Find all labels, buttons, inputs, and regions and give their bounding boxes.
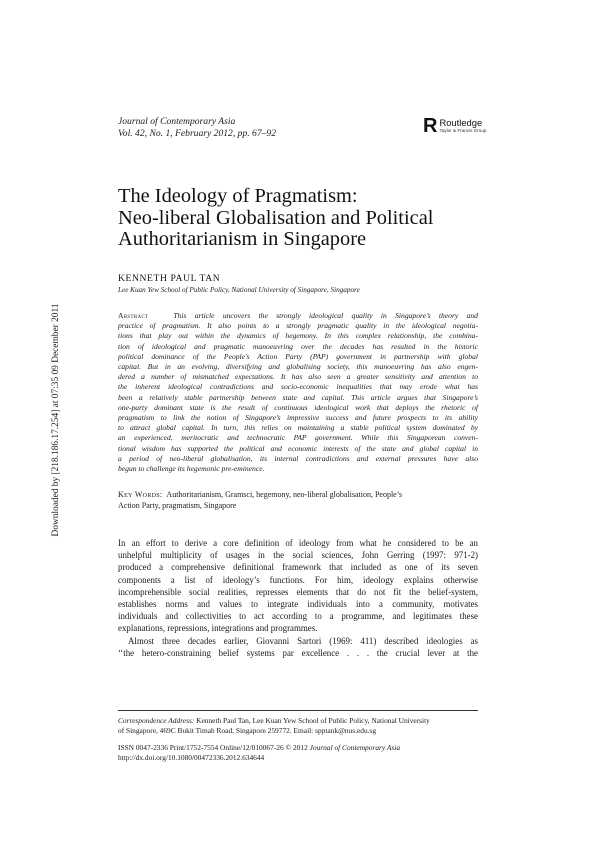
correspondence-label: Correspondence Address: <box>118 716 195 725</box>
volume-info: Vol. 42, No. 1, February 2012, pp. 67–92 <box>118 128 277 140</box>
publisher-name: Routledge <box>439 117 483 128</box>
abstract-label: Abstract <box>118 311 149 320</box>
keywords-line: Action Party, pragmatism, Singapore <box>118 501 237 510</box>
abstract-line: Abstract This article uncovers the strongly ideological quality in Singapore’s theory and <box>118 311 478 320</box>
publisher-group: Taylor & Francis Group <box>439 128 487 133</box>
download-notice: Downloaded by [218.186.17.254] at 07:35 09 December 2011 <box>51 303 61 537</box>
body-line: produced a comprehensive definitional framework that included as one of its seven <box>118 562 478 573</box>
footer <box>118 716 478 763</box>
author-affiliation: Lee Kuan Yew School of Public Policy, National University of Singapore, Singapore <box>118 286 360 294</box>
correspondence-line: Correspondence Address: Kenneth Paul Tan, Lee Kuan Yew School of Public Policy, National University <box>118 716 430 725</box>
abstract-line: a period of neo-liberal globalisation, its internal contradictions and external pressures have also <box>118 453 478 463</box>
abstract-line: practice of pragmatism. It also points to a strongly pragmatic quality in the ideological negotia- <box>118 321 478 331</box>
title-line: Neo-liberal Globalisation and Political <box>118 206 434 229</box>
body-text <box>118 537 478 659</box>
title-line: Authoritarianism in Singapore <box>118 228 367 251</box>
title-line: The Ideology of Pragmatism: <box>118 185 358 207</box>
abstract-line: pragmatism to link the notion of Singapore’s impressive success and future prospects to its ability <box>118 413 478 423</box>
issn-line: ISSN 0047-2336 Print/1752-7554 Online/12/010067-26 © 2012 Journal of Contemporary Asia <box>118 743 401 752</box>
body-line: individuals and collectivities to act according to a programme, and legitimates these <box>118 611 478 622</box>
abstract-line: one-party dominant state is the result of continuous ideological work that deploys the rhetoric of <box>118 402 478 412</box>
abstract-line: to attract global capital. In turn, this relies on maintaining a stable political system dominated by <box>118 423 478 433</box>
author-name: KENNETH PAUL TAN <box>118 273 221 284</box>
body-line: establishes norms and values to integrate individuals into a community, motivates <box>118 599 478 610</box>
keywords-label: Key Words: <box>118 490 163 499</box>
abstract-line: tions that play out within the dynamics of hegemony. In this complex relationship, the combina- <box>118 331 478 341</box>
body-line: unhelpful multiplicity of usages in the social sciences, John Gerring (1997: 971-2) <box>118 550 478 561</box>
abstract-line: capital. But in an evolving, diversifying and globalising society, this manoeuvring has also engen- <box>118 362 478 372</box>
body-line: In an effort to derive a core definition of ideology from what he considered to be an <box>118 538 478 548</box>
abstract-line: tional wisdom has supported the political and economic interests of the state and global capital in <box>118 443 478 453</box>
abstract-line: an experienced, meritocratic and technocratic PAP government. While this Singaporean conven- <box>118 433 478 443</box>
body-line: Almost three decades earlier, Giovanni Sartori (1969: 411) described ideologies as <box>128 635 478 646</box>
routledge-r-icon: R <box>423 115 438 137</box>
keywords <box>118 489 478 511</box>
publisher-logo <box>423 116 486 136</box>
footnote-divider <box>118 710 478 711</box>
abstract-line: political dominance of the People’s Action Party (PAP) government in partnership with global <box>118 351 478 361</box>
body-line: incomprehensible social realities, represses elements that do not fit the belief-system, <box>118 586 478 597</box>
abstract-line: tion of ideological and pragmatic manoeuvring over the decades has resulted in the historic <box>118 341 478 351</box>
correspondence-line: of Singapore, 469C Bukit Timah Road, Singapore 259772. Email: spptank@nus.edu.sg <box>118 726 377 735</box>
body-line: ‘‘the hetero-constraining belief systems par excellence . . . the crucial lever at the <box>118 647 478 658</box>
abstract-line: dered a number of mismatched expectations. It has also seen a greater sensitivity and attention to <box>118 372 478 382</box>
journal-header <box>118 116 276 141</box>
abstract-line: been a relatively stable partnership between state and capital. This article argues that Singapore’s <box>118 392 478 402</box>
article-title <box>118 186 498 251</box>
abstract-line: begun to challenge its hegemonic pre-eminence. <box>118 464 265 474</box>
doi-link[interactable]: http://dx.doi.org/10.1080/00472336.2012.634644 <box>118 753 265 762</box>
abstract-line: the inherent ideological contradictions and socio-economic inequalities that may erode what has <box>118 382 478 392</box>
keywords-line: Key Words: Authoritarianism, Gramsci, hegemony, neo-liberal globalisation, People’s <box>118 490 403 499</box>
journal-name: Journal of Contemporary Asia <box>118 116 236 127</box>
body-line: explanations, repressions, integrations and programmes. <box>118 623 318 634</box>
abstract <box>118 311 478 474</box>
body-line: components a list of ideology’s functions. For him, ideology explains otherwise <box>118 574 478 585</box>
issn-journal: Journal of Contemporary Asia <box>309 743 401 752</box>
